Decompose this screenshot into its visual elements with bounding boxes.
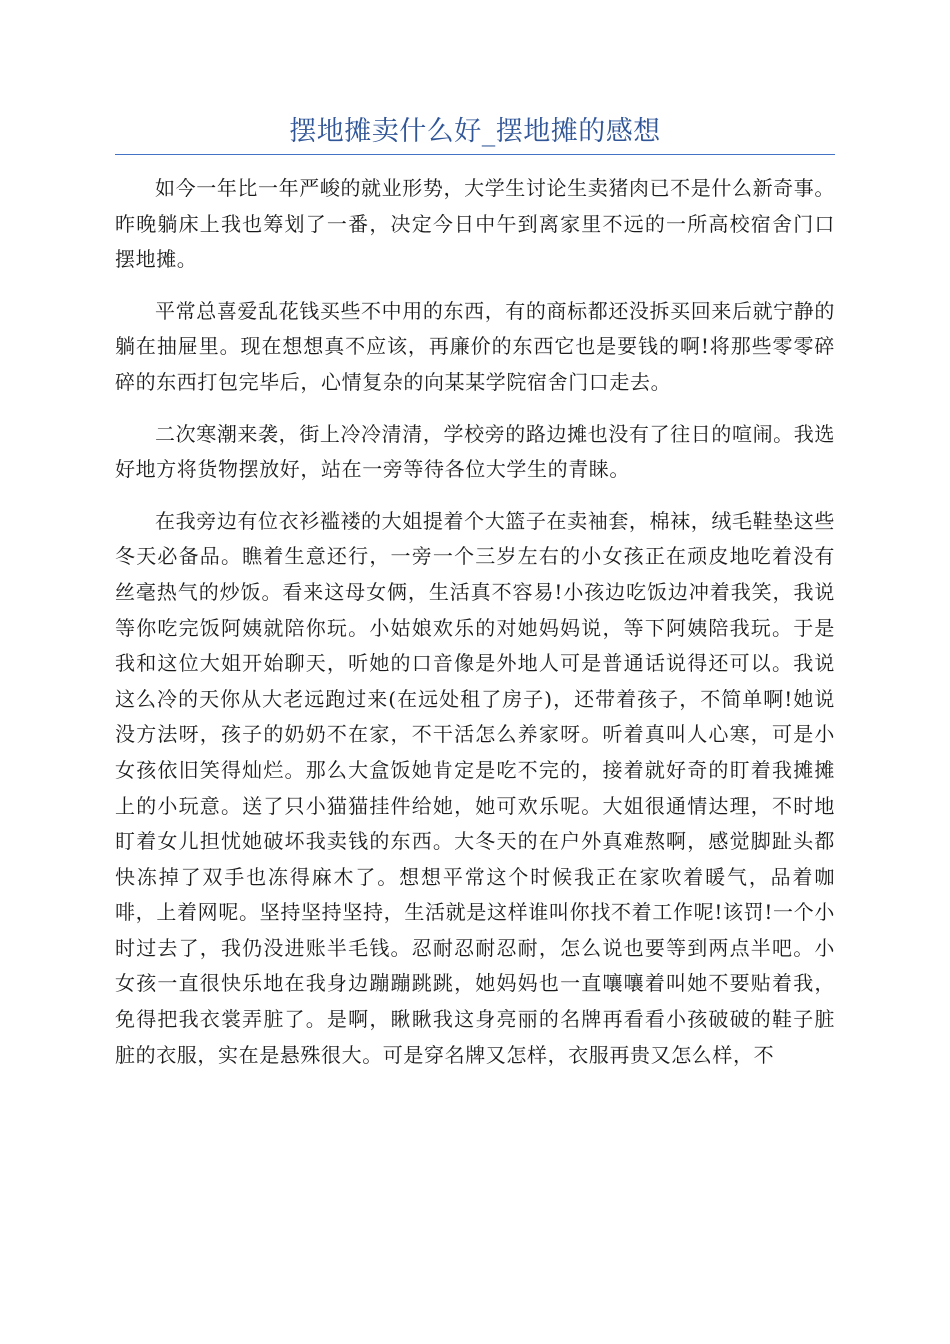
paragraph-4: 在我旁边有位衣衫褴褛的大姐提着个大篮子在卖袖套，棉袜，绒毛鞋垫这些冬天必备品。瞧着生意还行，一旁一个三岁左右的小女孩正在顽皮地吃着没有丝毫热气的炒饭。看来这母女俩，生活真不容易!小孩边吃饭边冲着我笑，我说等你吃完饭阿姨就陪你玩。小姑娘欢乐的对她妈妈说，等下阿姨陪我玩。于是我和这位大姐开始聊天，听她的口音像是外地人可是普通话说得还可以。我说这么冷的天你从大老远跑过来(在远处租了房子)，还带着孩子，不简单啊!她说没方法呀，孩子的奶奶不在家，不干活怎么养家呀。听着真叫人心寒，可是小女孩依旧笑得灿烂。那么大盒饭她肯定是吃不完的，接着就好奇的盯着我摊摊上的小玩意。送了只小猫猫挂件给她，她可欢乐呢。大姐很通情达理，不时地盯着女儿担忧她破坏我卖钱的东西。大冬天的在户外真难熬啊，感觉脚趾头都快冻掉了双手也冻得麻木了。想想平常这个时候我正在家吹着暖气，品着咖啡，上着网呢。坚持坚持坚持，生活就是这样谁叫你找不着工作呢!该罚!一个小时过去了，我仍没进账半毛钱。忍耐忍耐忍耐，怎么说也要等到两点半吧。小女孩一直很快乐地在我身边蹦蹦跳跳，她妈妈也一直嚷嚷着叫她不要贴着我，免得把我衣裳弄脏了。是啊，瞅瞅我这身亮丽的名牌再看看小孩破破的鞋子脏脏的衣服，实在是悬殊很大。可是穿名牌又怎样，衣服再贵又怎么样，不 — [115, 508, 835, 1067]
paragraph-1: 如今一年比一年严峻的就业形势，大学生讨论生卖猪肉已不是什么新奇事。昨晚躺床上我也筹划了一番，决定今日中午到离家里不远的一所高校宿舍门口摆地摊。 — [115, 176, 835, 272]
document-title: 摆地摊卖什么好_摆地摊的感想 — [289, 116, 661, 147]
paragraph-3: 二次寒潮来袭，街上冷冷清清，学校旁的路边摊也没有了往日的喧闹。我选好地方将货物摆放好，站在一旁等待各位大学生的青睐。 — [115, 421, 835, 482]
title-underline — [115, 154, 835, 155]
paragraph-2: 平常总喜爱乱花钱买些不中用的东西，有的商标都还没拆买回来后就宁静的躺在抽屉里。现在想想真不应该，再廉价的东西它也是要钱的啊!将那些零零碎碎的东西打包完毕后，心情复杂的向某某学院宿舍门口走去。 — [115, 298, 835, 394]
document-body — [115, 171, 835, 1089]
